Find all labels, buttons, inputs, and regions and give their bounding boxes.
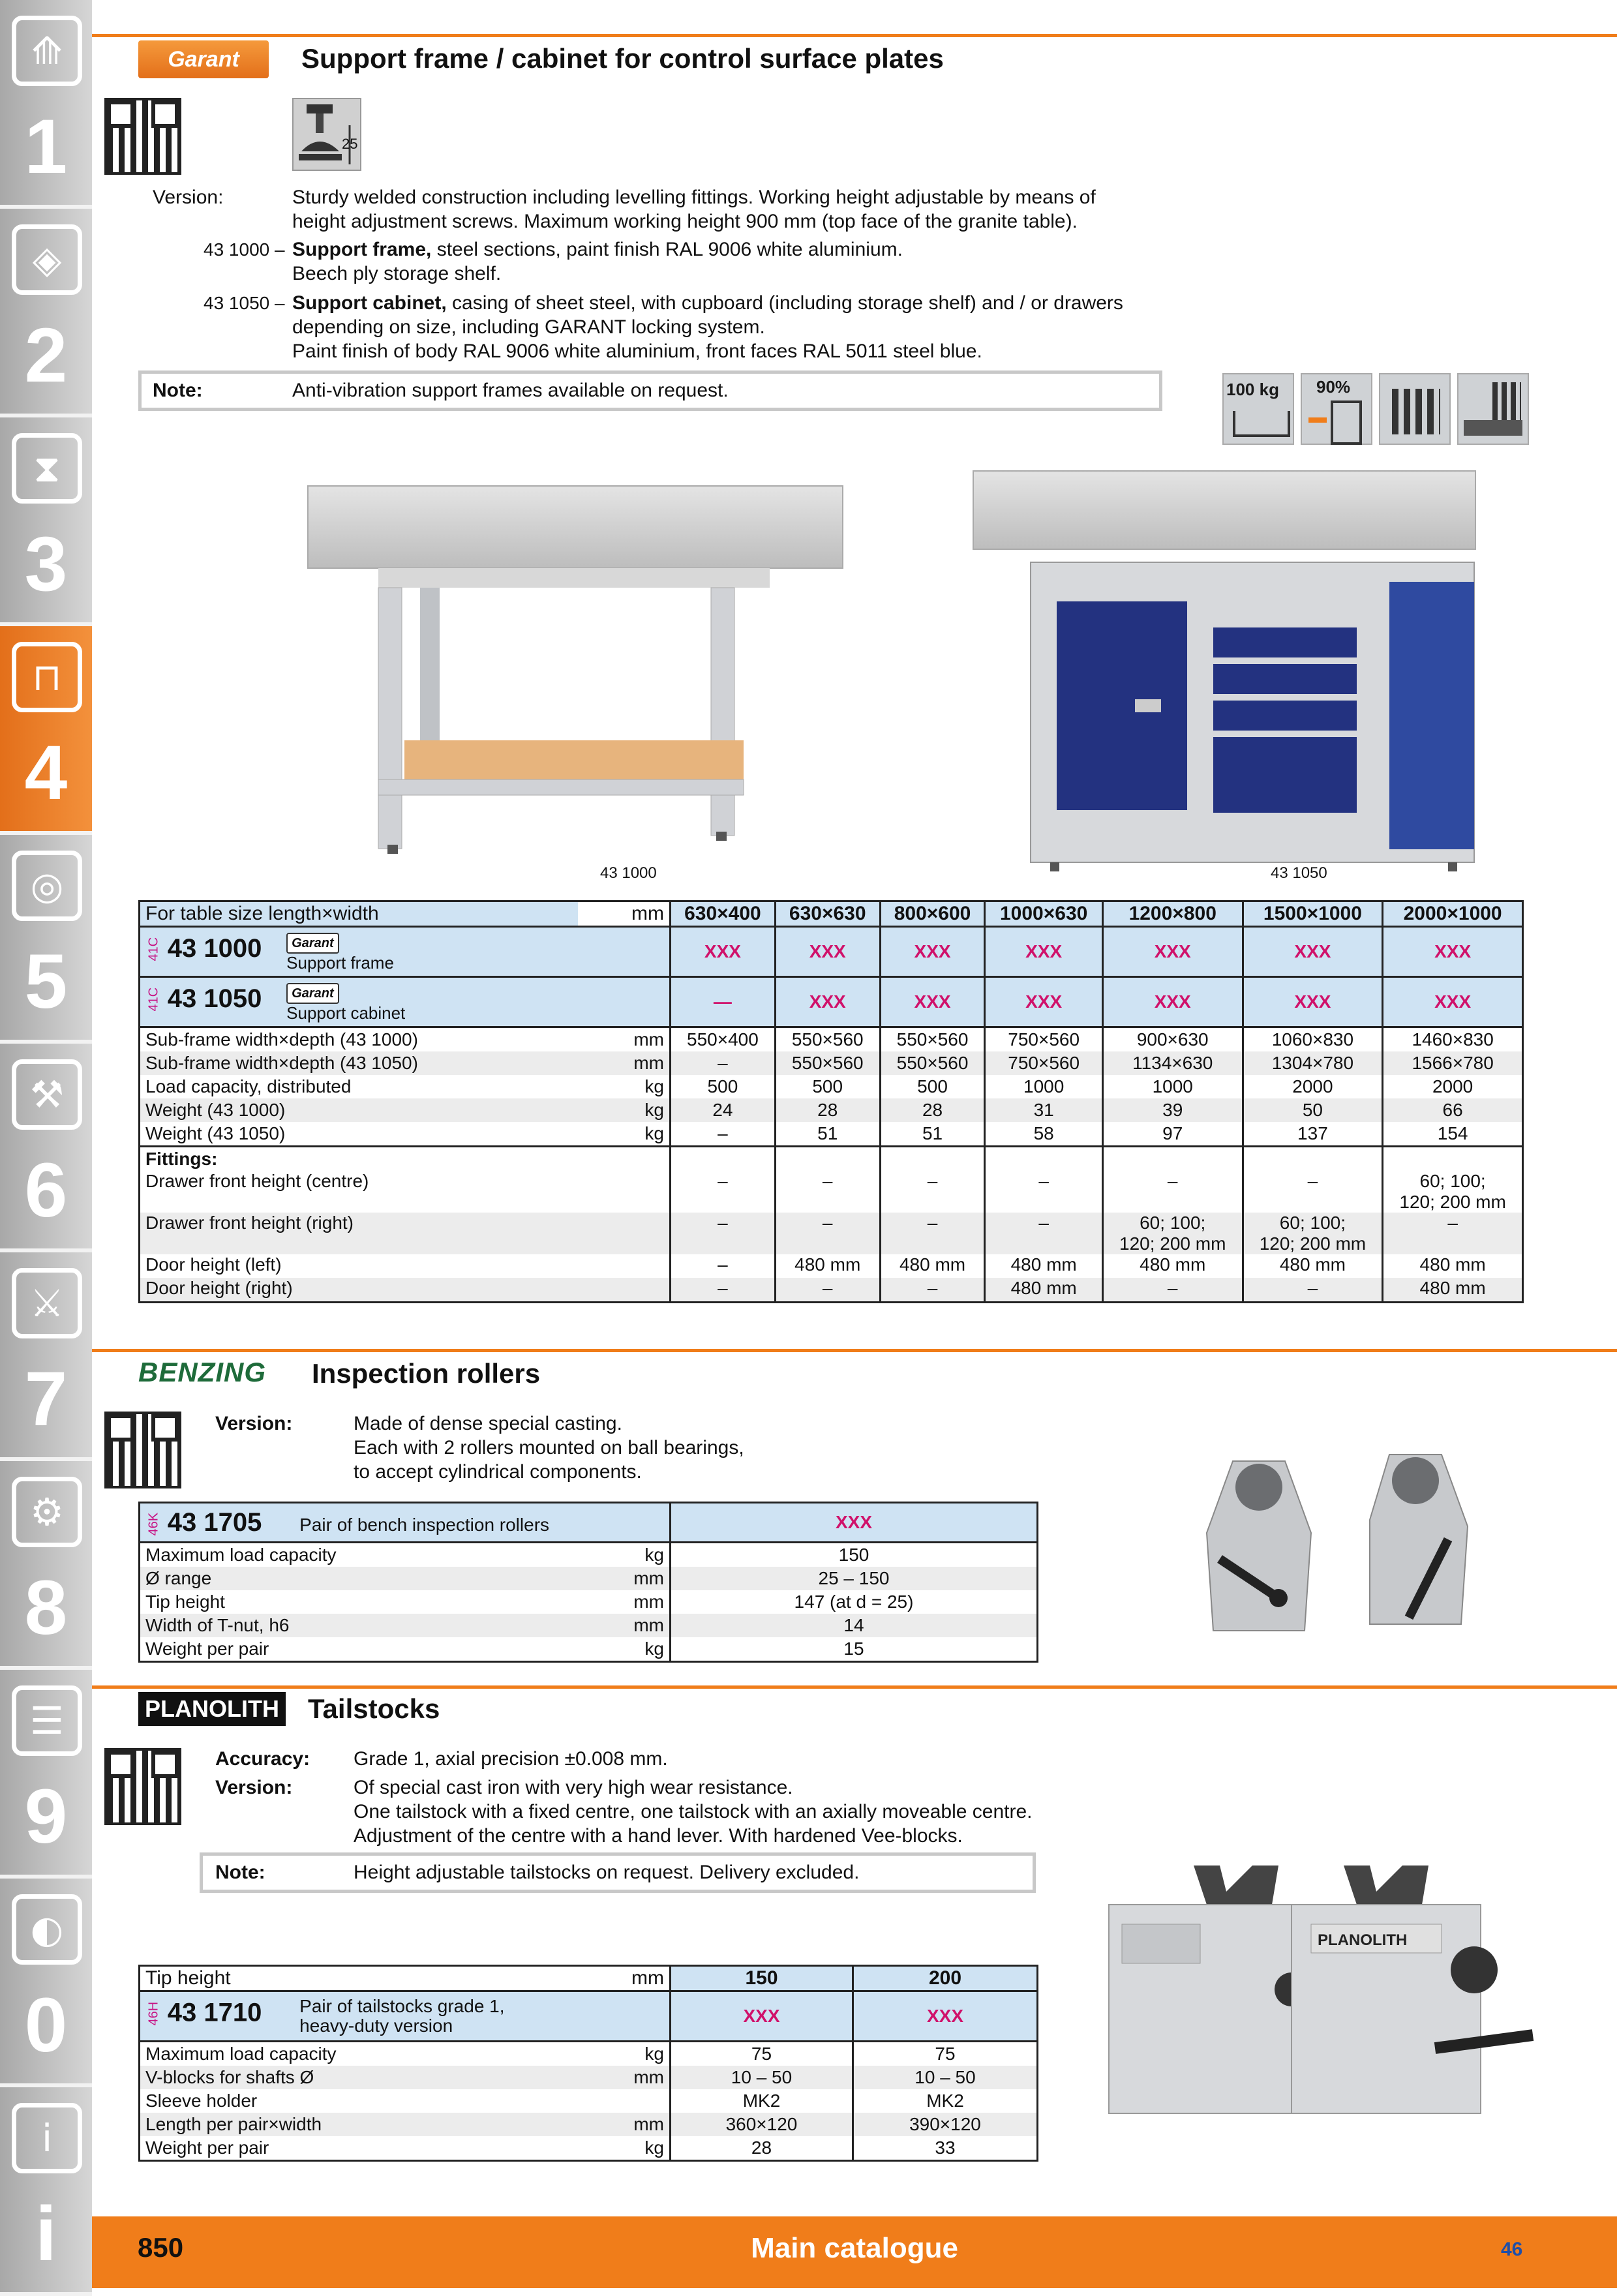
spec-value: 51 <box>880 1122 985 1147</box>
pliers-icon: ⚔ <box>12 1268 82 1338</box>
spec-value: 360×120 <box>671 2113 853 2136</box>
chapter-tab-3[interactable] <box>0 417 92 626</box>
fitting-value: – <box>1102 1278 1243 1303</box>
spec-unit: mm <box>564 1567 671 1590</box>
spec-row <box>140 1051 1523 1075</box>
fitting-value: – <box>1102 1171 1243 1213</box>
spec-value: 31 <box>985 1098 1102 1122</box>
price-cell[interactable]: — <box>671 977 776 1027</box>
section-title: Inspection rollers <box>312 1358 541 1389</box>
spec-value: 75 <box>671 2042 853 2066</box>
version-line: Each with 2 rollers mounted on ball bearings, <box>354 1437 744 1458</box>
size-col: 2000×1000 <box>1383 901 1523 927</box>
spec-value: 550×400 <box>671 1027 776 1052</box>
article-number[interactable]: 43 1050 <box>167 984 262 1013</box>
item2-line3: Paint finish of body RAL 9006 white aluminium, front faces RAL 5011 steel blue. <box>292 340 982 362</box>
article-number[interactable]: 43 1710 <box>167 1998 262 2027</box>
spec-value: 1460×830 <box>1383 1027 1523 1052</box>
fitting-value: – <box>775 1171 880 1213</box>
spec-value: 2000 <box>1383 1075 1523 1098</box>
chapter-tab-i[interactable] <box>0 2087 92 2296</box>
insert-icon: ◈ <box>12 224 82 295</box>
caliper-icon: ⊓ <box>12 642 82 712</box>
price-cell[interactable]: XXX <box>1102 927 1243 977</box>
fitting-value: – <box>880 1171 985 1213</box>
spec-label: Width of T-nut, h6 <box>140 1614 564 1637</box>
article-code: 46H <box>146 2002 161 2026</box>
spec-row <box>140 1027 1523 1052</box>
price-cell[interactable]: XXX <box>775 927 880 977</box>
spec-value: 150 <box>671 1543 1038 1567</box>
version-line: One tailstock with a fixed centre, one tailstock with an axially moveable centre. <box>354 1801 1033 1822</box>
fitting-value: 480 mm <box>880 1254 985 1278</box>
chapter-number: 9 <box>24 1774 68 1860</box>
spec-label: Length per pair×width <box>140 2113 564 2136</box>
tailstocks-image <box>1096 1852 1552 2126</box>
spec-unit: mm <box>564 1614 671 1637</box>
spec-label: Sub-frame width×depth (43 1000) <box>140 1027 578 1052</box>
spec-value: 75 <box>853 2042 1038 2066</box>
article-name-line2: heavy-duty version <box>299 2016 453 2036</box>
spec-unit: mm <box>564 2113 671 2136</box>
note-text: Height adjustable tailstocks on request. Delivery excluded. <box>354 1862 860 1883</box>
extension-icon: 90% <box>1301 373 1372 445</box>
fitting-value: 480 mm <box>1383 1254 1523 1278</box>
spec-value: 550×560 <box>775 1027 880 1052</box>
header-unit: mm <box>578 901 671 927</box>
spec-unit: kg <box>564 1637 671 1662</box>
fitting-value: – <box>880 1213 985 1254</box>
item2-text: casing of sheet steel, with cupboard (including storage shelf) and / or drawers <box>446 292 1123 314</box>
item1-number: 43 1000 – <box>204 239 285 260</box>
spec-label: Weight (43 1050) <box>140 1122 578 1147</box>
chapter-number: 0 <box>24 1982 68 2068</box>
fittings-spacer <box>880 1147 985 1171</box>
price-cell[interactable]: XXX <box>671 1991 853 2042</box>
spec-value: 1304×780 <box>1243 1051 1383 1075</box>
chapter-number: 2 <box>24 312 68 399</box>
image-caption-431000: 43 1000 <box>600 864 657 882</box>
spec-row <box>140 1614 1038 1637</box>
version-label: Version: <box>215 1413 293 1434</box>
fitting-value: 480 mm <box>1383 1278 1523 1303</box>
spec-value: 1566×780 <box>1383 1051 1523 1075</box>
spec-unit: kg <box>578 1098 671 1122</box>
spec-value: 500 <box>775 1075 880 1098</box>
spec-row <box>140 2136 1038 2161</box>
garant-logo: Garant <box>286 933 339 954</box>
section-title: Tailstocks <box>308 1693 440 1724</box>
chapter-number: 4 <box>24 730 68 816</box>
header-label: Tip height <box>140 1966 564 1991</box>
fittings-label: Fittings: <box>140 1147 671 1171</box>
article-code: 46K <box>146 1512 161 1535</box>
spec-row <box>140 2042 1038 2066</box>
article-code: 41C <box>146 988 161 1012</box>
chapter-number: 5 <box>24 939 68 1025</box>
spec-unit <box>564 2089 671 2113</box>
spec-unit: mm <box>578 1027 671 1052</box>
garant-logo: Garant <box>286 983 339 1004</box>
drill-bit-icon: ⟰ <box>12 16 82 86</box>
size-col: 630×400 <box>671 901 776 927</box>
cabinet-icon: ☰ <box>12 1685 82 1756</box>
item2-bold: Support cabinet, <box>292 292 447 314</box>
fittings-spacer <box>775 1147 880 1171</box>
price-cell[interactable]: XXX <box>880 927 985 977</box>
spec-value: 51 <box>775 1122 880 1147</box>
spec-value: 500 <box>880 1075 985 1098</box>
spec-row <box>140 1122 1523 1147</box>
chapter-number: 7 <box>24 1356 68 1442</box>
version-line: Made of dense special casting. <box>354 1413 622 1434</box>
spec-value: – <box>671 1051 776 1075</box>
spec-value: 28 <box>880 1098 985 1122</box>
spec-value: 1134×630 <box>1102 1051 1243 1075</box>
spec-label: Weight per pair <box>140 2136 564 2161</box>
wrench-icon: ⚒ <box>12 1059 82 1130</box>
spec-label: Load capacity, distributed <box>140 1075 578 1098</box>
spec-unit: mm <box>564 2066 671 2089</box>
fitting-label: Door height (left) <box>140 1254 671 1278</box>
header-label: For table size length×width <box>140 901 578 927</box>
fitting-row <box>140 1213 1523 1254</box>
spec-value: 147 (at d = 25) <box>671 1590 1038 1614</box>
price-cell[interactable]: XXX <box>1243 977 1383 1027</box>
spec-unit: kg <box>578 1122 671 1147</box>
article-row <box>140 927 1523 977</box>
price-cell[interactable]: XXX <box>1383 977 1523 1027</box>
spec-unit: kg <box>578 1075 671 1098</box>
fitting-value: 60; 100; 120; 200 mm <box>1102 1213 1243 1254</box>
qr-code-icon[interactable] <box>104 1412 181 1488</box>
tailstocks-table <box>138 1965 1038 2162</box>
price-cell[interactable]: XXX <box>1102 977 1243 1027</box>
version-line: Of special cast iron with very high wear resistance. <box>354 1777 793 1798</box>
item1-bold: Support frame, <box>292 239 432 260</box>
article-number[interactable]: 43 1000 <box>167 933 262 963</box>
height-adjust-icon <box>292 98 361 171</box>
fitting-value: – <box>775 1213 880 1254</box>
chapter-number: 6 <box>24 1147 68 1233</box>
page-footer <box>92 2216 1617 2288</box>
spec-label: Weight (43 1000) <box>140 1098 578 1122</box>
qr-code-icon[interactable] <box>104 98 181 175</box>
spec-value: 10 – 50 <box>671 2066 853 2089</box>
spec-value: 28 <box>775 1098 880 1122</box>
fitting-label: Drawer front height (right) <box>140 1213 671 1254</box>
accuracy-text: Grade 1, axial precision ±0.008 mm. <box>354 1748 668 1770</box>
item1-desc <box>292 237 903 262</box>
support-frame-table <box>138 900 1524 1303</box>
price-cell[interactable]: XXX <box>775 977 880 1027</box>
spec-value: MK2 <box>853 2089 1038 2113</box>
locking-system-icon <box>1457 373 1529 445</box>
spec-unit: kg <box>564 1543 671 1567</box>
article-code: 41C <box>146 937 161 961</box>
article-name: Support frame <box>286 952 394 973</box>
chapter-tab-6[interactable] <box>0 1044 92 1252</box>
spec-unit: kg <box>564 2042 671 2066</box>
spec-row <box>140 2113 1038 2136</box>
drawer-grid-icon <box>1379 373 1451 445</box>
spec-value: 14 <box>671 1614 1038 1637</box>
spec-row <box>140 1590 1038 1614</box>
spec-row <box>140 1637 1038 1662</box>
fitting-value: – <box>1383 1213 1523 1254</box>
article-row <box>140 1991 1038 2042</box>
size-col: 630×630 <box>775 901 880 927</box>
size-col: 1500×1000 <box>1243 901 1383 927</box>
article-name-line1: Pair of tailstocks grade 1, <box>299 1996 505 2016</box>
version-line: to accept cylindrical components. <box>354 1461 642 1483</box>
chapter-tab-5[interactable] <box>0 835 92 1044</box>
inspection-rollers-image <box>1194 1435 1500 1644</box>
image-caption-431050: 43 1050 <box>1271 864 1327 882</box>
spec-value: 500 <box>671 1075 776 1098</box>
chapter-sidebar <box>0 0 92 2288</box>
price-cell[interactable]: XXX <box>985 977 1102 1027</box>
spec-unit: mm <box>578 1051 671 1075</box>
spec-value: 137 <box>1243 1122 1383 1147</box>
fitting-value: 480 mm <box>1102 1254 1243 1278</box>
fittings-spacer <box>985 1147 1102 1171</box>
chapter-tab-2[interactable] <box>0 209 92 417</box>
spec-value: 2000 <box>1243 1075 1383 1098</box>
article-number[interactable]: 43 1705 <box>167 1507 262 1537</box>
spec-value: 154 <box>1383 1122 1523 1147</box>
article-name: Pair of bench inspection rollers <box>299 1514 550 1535</box>
spec-value: 1000 <box>1102 1075 1243 1098</box>
spec-row <box>140 2089 1038 2113</box>
spec-value: 39 <box>1102 1098 1243 1122</box>
fitting-value: – <box>671 1254 776 1278</box>
spec-value: 390×120 <box>853 2113 1038 2136</box>
fitting-value: 60; 100; 120; 200 mm <box>1383 1171 1523 1213</box>
spec-value: MK2 <box>671 2089 853 2113</box>
fitting-value: 60; 100; 120; 200 mm <box>1243 1213 1383 1254</box>
fitting-value: 480 mm <box>775 1254 880 1278</box>
fitting-label: Drawer front height (centre) <box>140 1171 671 1213</box>
fitting-value: 480 mm <box>985 1278 1102 1303</box>
spec-label: V-blocks for shafts Ø <box>140 2066 564 2089</box>
spec-value: 900×630 <box>1102 1027 1243 1052</box>
fitting-row <box>140 1171 1523 1213</box>
spec-value: 1000 <box>985 1075 1102 1098</box>
spec-value: 10 – 50 <box>853 2066 1038 2089</box>
spec-row <box>140 1567 1038 1590</box>
note-label: Note: <box>153 380 203 401</box>
spec-value: 24 <box>671 1098 776 1122</box>
spec-value: – <box>671 1122 776 1147</box>
footer-title: Main catalogue <box>751 2232 958 2264</box>
support-cabinet-image <box>972 464 1481 882</box>
article-row <box>140 977 1523 1027</box>
price-cell[interactable]: XXX <box>1383 927 1523 977</box>
spec-label: Maximum load capacity <box>140 2042 564 2066</box>
fitting-row <box>140 1254 1523 1278</box>
load-capacity-icon: 100 kg <box>1222 373 1294 445</box>
price-cell[interactable]: XXX <box>880 977 985 1027</box>
spec-value: 66 <box>1383 1098 1523 1122</box>
chapter-number: 3 <box>24 521 68 607</box>
spec-value: 58 <box>985 1122 1102 1147</box>
fitting-value: – <box>1243 1171 1383 1213</box>
version-line-2: height adjustment screws. Maximum working height 900 mm (top face of the granite table). <box>292 211 1078 232</box>
spec-label: Maximum load capacity <box>140 1543 564 1567</box>
price-cell[interactable]: XXX <box>671 927 776 977</box>
spec-value: 750×560 <box>985 1051 1102 1075</box>
qr-code-icon[interactable] <box>104 1748 181 1825</box>
chapter-tab-8[interactable] <box>0 1461 92 1670</box>
fitting-row <box>140 1278 1523 1303</box>
spec-value: 15 <box>671 1637 1038 1662</box>
section-rule <box>92 1685 1617 1689</box>
page-number: 850 <box>138 2232 184 2263</box>
support-frame-image <box>307 479 848 858</box>
version-line-1: Sturdy welded construction including levelling fittings. Working height adjustable by means of <box>292 187 1096 208</box>
fitting-label: Door height (right) <box>140 1278 671 1303</box>
spec-label: Sub-frame width×depth (43 1050) <box>140 1051 578 1075</box>
price-cell[interactable]: XXX <box>985 927 1102 977</box>
spec-value: 550×560 <box>775 1051 880 1075</box>
fitting-value: – <box>671 1171 776 1213</box>
info-icon: i <box>12 2103 82 2173</box>
benzing-logo: BENZING <box>138 1357 266 1387</box>
version-label: Version: <box>153 187 224 208</box>
fittings-spacer <box>671 1147 776 1171</box>
fittings-spacer <box>1243 1147 1383 1171</box>
spec-label: Ø range <box>140 1567 564 1590</box>
spec-value: 550×560 <box>880 1051 985 1075</box>
height-adjust-label: 25 <box>342 136 358 152</box>
spec-row <box>140 1543 1038 1567</box>
spec-row <box>140 1098 1523 1122</box>
chapter-tab-7[interactable] <box>0 1252 92 1461</box>
size-col: 1000×630 <box>985 901 1102 927</box>
height-col: 200 <box>853 1966 1038 1991</box>
footer-right-number: 46 <box>1501 2239 1523 2260</box>
version-line: Adjustment of the centre with a hand lever. With hardened Vee-blocks. <box>354 1825 963 1847</box>
fitting-value: – <box>880 1278 985 1303</box>
spec-label: Weight per pair <box>140 1637 564 1662</box>
section-rule <box>92 34 1617 37</box>
chapter-tab-1[interactable] <box>0 0 92 209</box>
section-rule <box>92 1349 1617 1352</box>
fitting-value: 480 mm <box>1243 1254 1383 1278</box>
chapter-number: 8 <box>24 1565 68 1651</box>
fitting-value: – <box>985 1171 1102 1213</box>
note-label: Note: <box>215 1862 265 1883</box>
chapter-tab-0[interactable] <box>0 1879 92 2087</box>
spec-value: 550×560 <box>880 1027 985 1052</box>
fitting-value: – <box>671 1213 776 1254</box>
spec-label: Tip height <box>140 1590 564 1614</box>
fitting-value: – <box>775 1278 880 1303</box>
height-col: 150 <box>671 1966 853 1991</box>
version-label: Version: <box>215 1777 293 1798</box>
planolith-plate: PLANOLITH <box>1318 1931 1408 1949</box>
chapter-tab-4[interactable] <box>0 626 92 835</box>
spec-unit: mm <box>564 1590 671 1614</box>
spec-row <box>140 2066 1038 2089</box>
fitting-value: – <box>985 1213 1102 1254</box>
spec-value: 50 <box>1243 1098 1383 1122</box>
note-text: Anti-vibration support frames available on request. <box>292 380 729 401</box>
item1-text: steel sections, paint finish RAL 9006 white aluminium. <box>431 239 903 260</box>
planolith-logo: PLANOLITH <box>138 1692 286 1726</box>
spec-value: 97 <box>1102 1122 1243 1147</box>
size-col: 1200×800 <box>1102 901 1243 927</box>
spec-label: Sleeve holder <box>140 2089 564 2113</box>
garant-logo: Garant <box>138 40 269 78</box>
fitting-value: – <box>671 1278 776 1303</box>
spec-value: 1060×830 <box>1243 1027 1383 1052</box>
item2-desc <box>292 291 1123 315</box>
item2-line2: depending on size, including GARANT locking system. <box>292 316 765 338</box>
header-unit: mm <box>564 1966 671 1991</box>
price-cell[interactable]: XXX <box>1243 927 1383 977</box>
fittings-header-row <box>140 1147 1523 1171</box>
spec-value: 28 <box>671 2136 853 2161</box>
fittings-spacer <box>1102 1147 1243 1171</box>
article-name: Support cabinet <box>286 1003 406 1023</box>
saw-blade-icon: ◎ <box>12 851 82 921</box>
spec-value: 750×560 <box>985 1027 1102 1052</box>
fitting-value: 480 mm <box>985 1254 1102 1278</box>
tool-holder-icon: ⧗ <box>12 433 82 504</box>
chapter-tab-9[interactable] <box>0 1670 92 1879</box>
spec-value: 25 – 150 <box>671 1567 1038 1590</box>
safety-goggles-icon: ◐ <box>12 1894 82 1965</box>
inspection-rollers-table <box>138 1502 1038 1663</box>
section-title: Support frame / cabinet for control surface plates <box>301 43 944 74</box>
item1-line2: Beech ply storage shelf. <box>292 263 502 284</box>
spec-unit: kg <box>564 2136 671 2161</box>
chapter-number: i <box>35 2191 57 2277</box>
size-col: 800×600 <box>880 901 985 927</box>
accuracy-label: Accuracy: <box>215 1748 310 1770</box>
chapter-number: 1 <box>24 104 68 190</box>
spec-row <box>140 1075 1523 1098</box>
price-cell[interactable]: XXX <box>853 1991 1038 2042</box>
article-row <box>140 1503 1038 1543</box>
fittings-spacer <box>1383 1147 1523 1171</box>
spec-value: 33 <box>853 2136 1038 2161</box>
item2-number: 43 1050 – <box>204 293 285 313</box>
fitting-value: – <box>1243 1278 1383 1303</box>
pictogram-row <box>1222 373 1529 445</box>
price-cell[interactable]: XXX <box>671 1503 1038 1543</box>
workshop-icon: ⚙ <box>12 1477 82 1547</box>
